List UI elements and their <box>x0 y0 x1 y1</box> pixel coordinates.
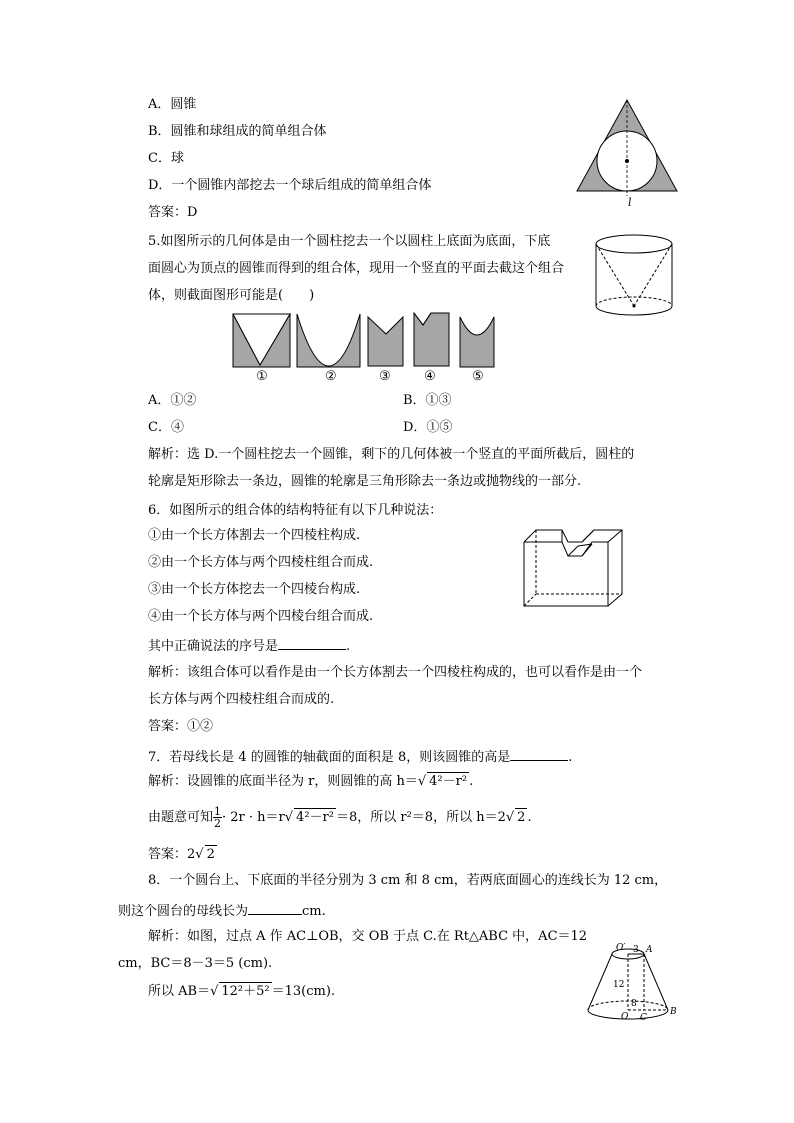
q6-statement-3: ③由一个长方体挖去一个四棱台构成. <box>148 582 361 597</box>
q6-question-text: 其中正确说法的序号是 <box>148 639 279 654</box>
q8-solution3-tail: ＝13(cm). <box>271 984 336 999</box>
q7-root-expr: 4²－r² <box>429 774 468 789</box>
q7-solution-text: 解析：设圆锥的底面半径为 r，则圆锥的高 h＝ <box>148 774 418 789</box>
q7-stem: 7．若母线长是 4 的圆锥的轴截面的面积是 8，则该圆锥的高是 . <box>148 746 572 767</box>
q5-option-c: C．④ <box>148 420 184 435</box>
q5-stem-line2: 面圆心为顶点的圆锥而得到的组合体，现用一个竖直的平面去截这个组合 <box>148 261 565 276</box>
q8-stem2-unit: cm. <box>302 904 326 919</box>
shape-label-5: ⑤ <box>472 369 484 384</box>
label-C: C <box>640 1013 647 1023</box>
q8-solution-line1: 解析：如图，过点 A 作 AC⊥OB，交 OB 于点 C.在 Rt△ABC 中，AC＝12 <box>148 929 588 944</box>
q6-statement-4: ④由一个长方体与两个四棱台组合而成. <box>148 609 374 624</box>
q8-solution3-prefix: 所以 AB＝ <box>148 984 211 999</box>
label-height: 12 <box>613 980 625 990</box>
q7-solution2-prefix: 由题意可知 <box>148 810 214 825</box>
label-A: A <box>646 945 653 955</box>
q6-answer: 答案：①② <box>148 719 214 734</box>
q5-stem-line1: 5.如图所示的几何体是由一个圆柱挖去一个以圆柱上底面为底面，下底 <box>148 234 551 249</box>
q8-answer-blank <box>248 900 302 915</box>
frustum-figure <box>582 942 682 1026</box>
q6-statement-1: ①由一个长方体割去一个四棱柱构成. <box>148 528 361 543</box>
label-O1: O′ <box>616 943 626 953</box>
section-shape-4 <box>413 312 451 368</box>
q6-answer-blank <box>278 635 346 650</box>
label-seg: 8 <box>631 999 637 1009</box>
q6-question: 其中正确说法的序号是 . <box>148 635 350 656</box>
q7-root-expr2: 4²－r² <box>296 810 334 825</box>
axis-label-l: l <box>628 196 632 209</box>
q7-solution2-tail: ＝8，所以 r²＝8，所以 h＝2 <box>335 810 506 825</box>
q7-solution2-mid: · 2r · h＝r <box>222 810 285 825</box>
q4-answer: 答案：D <box>148 205 198 220</box>
label-top-radius: 3 <box>633 945 639 955</box>
q4-option-c: C．球 <box>148 151 184 166</box>
q5-stem-line3: 体，则截面图形可能是( ) <box>148 288 315 303</box>
q7-answer-root: 2 <box>206 847 215 862</box>
shape-label-1: ① <box>256 369 268 384</box>
label-O: O <box>621 1012 629 1022</box>
label-B: B <box>670 1007 677 1017</box>
shape-label-2: ② <box>325 369 337 384</box>
section-shape-1 <box>232 313 292 369</box>
q5-option-b: B．①③ <box>403 393 452 408</box>
q6-stem: 6．如图所示的组合体的结构特征有以下几种说法： <box>148 503 443 518</box>
section-shape-5 <box>459 315 497 369</box>
q6-solution-line2: 长方体与两个四棱柱组合而成的. <box>148 692 335 707</box>
fraction-numerator: 1 <box>214 805 222 818</box>
q8-root-expr: 12²＋5² <box>221 984 270 999</box>
section-shape-2 <box>296 313 362 369</box>
q7-solution-line2: 由题意可知 $\frac{1}{2}$ · 2r · h＝r√ 4²－r² ＝8，所以 r²＝8，所以 h＝2√ 2 . <box>148 805 532 830</box>
q5-option-d: D．①⑤ <box>403 420 453 435</box>
q5-solution-line1: 解析：选 D.一个圆柱挖去一个圆锥，剩下的几何体被一个竖直的平面所截后，圆柱的 <box>148 447 635 462</box>
q8-solution-line2: cm，BC＝8－3＝5 (cm). <box>118 956 273 971</box>
q7-answer-blank <box>510 746 568 761</box>
q7-answer-text: 答案：2 <box>148 847 196 862</box>
section-shape-3 <box>367 316 405 368</box>
q6-solution-line1: 解析：该组合体可以看作是由一个长方体割去一个四棱柱构成的，也可以看作是由一个 <box>148 665 643 680</box>
q8-stem2-text: 则这个圆台的母线长为 <box>118 904 249 919</box>
q4-option-b: B．圆锥和球组成的简单组合体 <box>148 124 327 139</box>
q7-root-expr3: 2 <box>517 810 526 825</box>
shape-label-4: ④ <box>424 369 436 384</box>
shape-label-3: ③ <box>379 369 391 384</box>
q5-solution-line2: 轮廓是矩形除去一条边，圆锥的轮廓是三角形除去一条边或抛物线的一部分. <box>148 474 582 489</box>
fraction-denominator: 2 <box>214 817 222 830</box>
q7-solution-line1: 解析：设圆锥的底面半径为 r，则圆锥的高 h＝√ 4²－r² . <box>148 774 474 789</box>
q8-solution-line3: 所以 AB＝√ 12²＋5² ＝13(cm). <box>148 984 336 999</box>
q4-option-d: D．一个圆锥内部挖去一个球后组成的简单组合体 <box>148 178 432 193</box>
cylinder-cone-figure <box>592 232 677 320</box>
q5-option-a: A．①② <box>148 393 197 408</box>
q7-answer: 答案：2√ 2 <box>148 847 215 862</box>
cone-sphere-figure <box>572 98 682 210</box>
q8-stem-line1: 8．一个圆台上、下底面的半径分别为 3 cm 和 8 cm，若两底面圆心的连线长为 12 cm， <box>148 873 668 888</box>
q6-statement-2: ②由一个长方体与两个四棱柱组合而成. <box>148 555 374 570</box>
q7-fraction <box>213 806 222 829</box>
q4-option-a: A．圆锥 <box>148 97 197 112</box>
notched-box-figure <box>522 522 634 610</box>
q7-stem-text: 7．若母线长是 4 的圆锥的轴截面的面积是 8，则该圆锥的高是 <box>148 750 511 765</box>
q8-stem-line2 <box>118 900 326 921</box>
